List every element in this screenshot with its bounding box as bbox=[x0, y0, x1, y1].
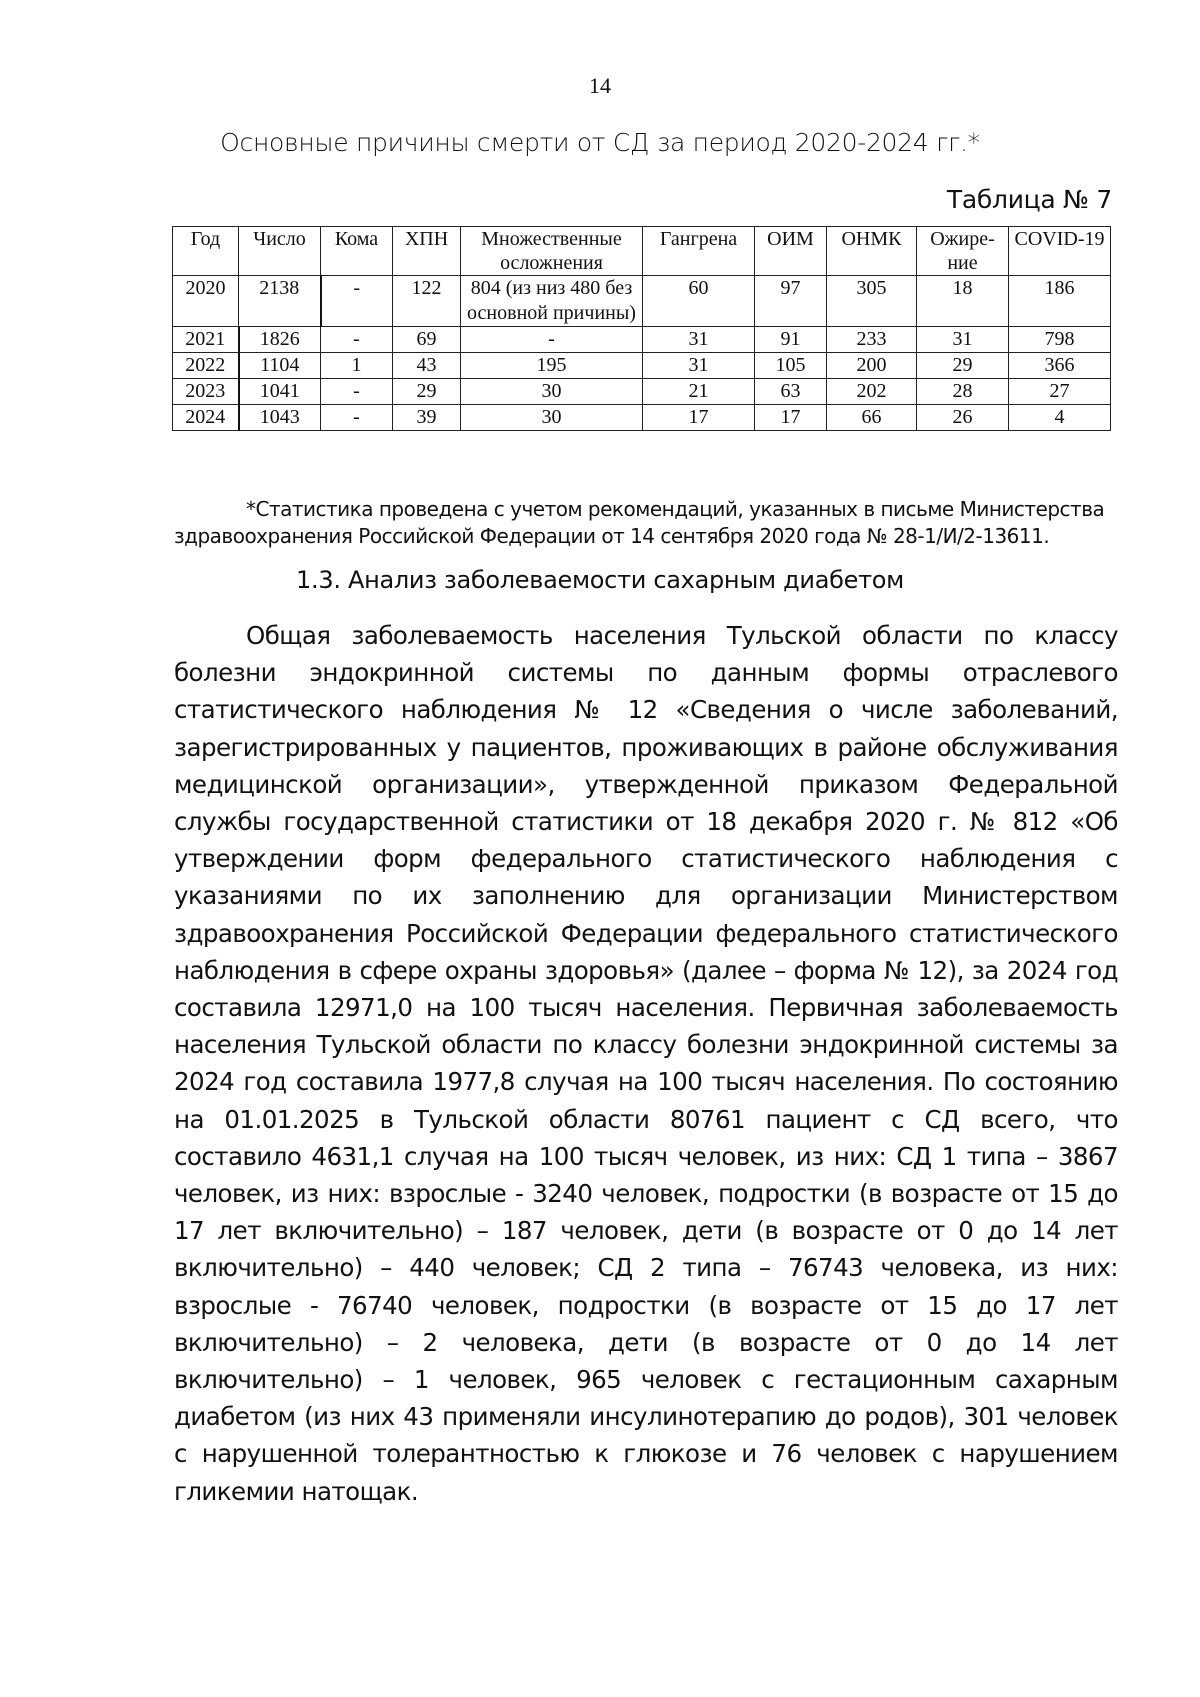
header-cell: ОНМК bbox=[827, 227, 917, 276]
table-cell: 804 (из низ 480 без основной причины) bbox=[461, 276, 643, 327]
table-cell: 1104 bbox=[239, 353, 321, 379]
table-cell: 4 bbox=[1009, 405, 1111, 431]
table-cell: 97 bbox=[755, 276, 827, 327]
table-cell: 105 bbox=[755, 353, 827, 379]
table-cell: 366 bbox=[1009, 353, 1111, 379]
header-cell: Ожире-ние bbox=[917, 227, 1009, 276]
table-cell: 233 bbox=[827, 327, 917, 353]
table-cell: 17 bbox=[755, 405, 827, 431]
table-cell: 2020 bbox=[173, 276, 239, 327]
table-body bbox=[173, 276, 1111, 431]
table-row bbox=[173, 327, 1111, 353]
header-cell: COVID-19 bbox=[1009, 227, 1111, 276]
table-row bbox=[173, 405, 1111, 431]
table-cell: - bbox=[321, 405, 393, 431]
table-cell: 195 bbox=[461, 353, 643, 379]
table-cell: 43 bbox=[393, 353, 461, 379]
table-cell: 305 bbox=[827, 276, 917, 327]
table-header-row bbox=[173, 227, 1111, 276]
table-cell: 21 bbox=[643, 379, 755, 405]
table-cell: 18 bbox=[917, 276, 1009, 327]
table-cell: 66 bbox=[827, 405, 917, 431]
header-cell: Множественные осложнения bbox=[461, 227, 643, 276]
page-number: 14 bbox=[589, 73, 611, 98]
table-cell: - bbox=[461, 327, 643, 353]
table-cell: 91 bbox=[755, 327, 827, 353]
table-cell: 31 bbox=[643, 353, 755, 379]
table-cell: 26 bbox=[917, 405, 1009, 431]
header-cell: ОИМ bbox=[755, 227, 827, 276]
header-cell: Кома bbox=[321, 227, 393, 276]
table-cell: 30 bbox=[461, 379, 643, 405]
table-label: Таблица № 7 bbox=[946, 185, 1112, 214]
death-causes-table bbox=[172, 226, 1111, 431]
header-cell: Гангрена bbox=[643, 227, 755, 276]
table-header bbox=[173, 227, 1111, 276]
table-cell: 39 bbox=[393, 405, 461, 431]
header-cell: ХПН bbox=[393, 227, 461, 276]
header-cell: Число bbox=[239, 227, 321, 276]
table-cell: 2138 bbox=[239, 276, 321, 327]
table-cell: 2024 bbox=[173, 405, 239, 431]
table-cell: 31 bbox=[643, 327, 755, 353]
table-cell: 27 bbox=[1009, 379, 1111, 405]
table-cell: 122 bbox=[393, 276, 461, 327]
table-cell: 29 bbox=[393, 379, 461, 405]
table-cell: - bbox=[321, 379, 393, 405]
table-cell: 1043 bbox=[239, 405, 321, 431]
table-title: Основные причины смерти от СД за период 2020-2024 гг.* bbox=[220, 128, 980, 157]
table-cell: - bbox=[321, 276, 393, 327]
table-cell: 28 bbox=[917, 379, 1009, 405]
table-row bbox=[173, 276, 1111, 327]
table-cell: 30 bbox=[461, 405, 643, 431]
header-cell: Год bbox=[173, 227, 239, 276]
table-cell: - bbox=[321, 327, 393, 353]
table-cell: 1 bbox=[321, 353, 393, 379]
table-row bbox=[173, 379, 1111, 405]
table-cell: 202 bbox=[827, 379, 917, 405]
table-cell: 186 bbox=[1009, 276, 1111, 327]
table-cell: 17 bbox=[643, 405, 755, 431]
table-cell: 798 bbox=[1009, 327, 1111, 353]
table-footnote: *Статистика проведена с учетом рекомендаций, указанных в письме Министерства здравоохранения Российской Федерации от 14 сентября 2020 года № 28-1/И/2-13611. bbox=[174, 497, 1105, 548]
table-cell: 2021 bbox=[173, 327, 239, 353]
table-cell: 69 bbox=[393, 327, 461, 353]
body-paragraph: Общая заболеваемость населения Тульской области по классу болезни эндокринной системы по данным формы отраслевого статистического наблюдения № 12 «Сведения о числе заболеваний, зарегистрированных у пациентов, проживающих в районе обслуживания медицинской организации», утвержденной приказом Федеральной службы государственной статистики от 18 декабря 2020 г. № 812 «Об утверждении форм федерального статистического наблюдения с указаниями по их заполнению для организации Министерством здравоохранения Российской Федерации федерального статистического наблюдения в сфере охраны здоровья» (далее – форма № 12), за 2024 год составила 12971,0 на 100 тысяч населения. Первичная заболеваемость населения Тульской области по классу болезни эндокринной системы за 2024 год составила 1977,8 случая на 100 тысяч населения. По состоянию на 01.01.2025 в Тульской области 80761 пациент с СД всего, что составило 4631,1 случая на 100 тысяч человек, из них: СД 1 типа – 3867 человек, из них: взрослые - 3240 человек, подростки (в возрасте от 15 до 17 лет включительно) – 187 человек, дети (в возрасте от 0 до 14 лет включительно) – 440 человек; СД 2 типа – 76743 человека, из них: взрослые - 76740 человек, подростки (в возрасте от 15 до 17 лет включительно) – 2 человека, дети (в возрасте от 0 до 14 лет включительно) – 1 человек, 965 человек с гестационным сахарным диабетом (из них 43 применяли инсулинотерапию до родов), 301 человек с нарушенной толерантностью к глюкозе и 76 человек с нарушением гликемии натощак. bbox=[174, 621, 1118, 1506]
table-cell: 1826 bbox=[239, 327, 321, 353]
table-cell: 200 bbox=[827, 353, 917, 379]
table-cell: 2022 bbox=[173, 353, 239, 379]
table-cell: 63 bbox=[755, 379, 827, 405]
table-cell: 31 bbox=[917, 327, 1009, 353]
section-heading: 1.3. Анализ заболеваемости сахарным диабетом bbox=[296, 566, 904, 594]
table-cell: 1041 bbox=[239, 379, 321, 405]
table-cell: 29 bbox=[917, 353, 1009, 379]
table-row bbox=[173, 353, 1111, 379]
table-cell: 2023 bbox=[173, 379, 239, 405]
table-cell: 60 bbox=[643, 276, 755, 327]
